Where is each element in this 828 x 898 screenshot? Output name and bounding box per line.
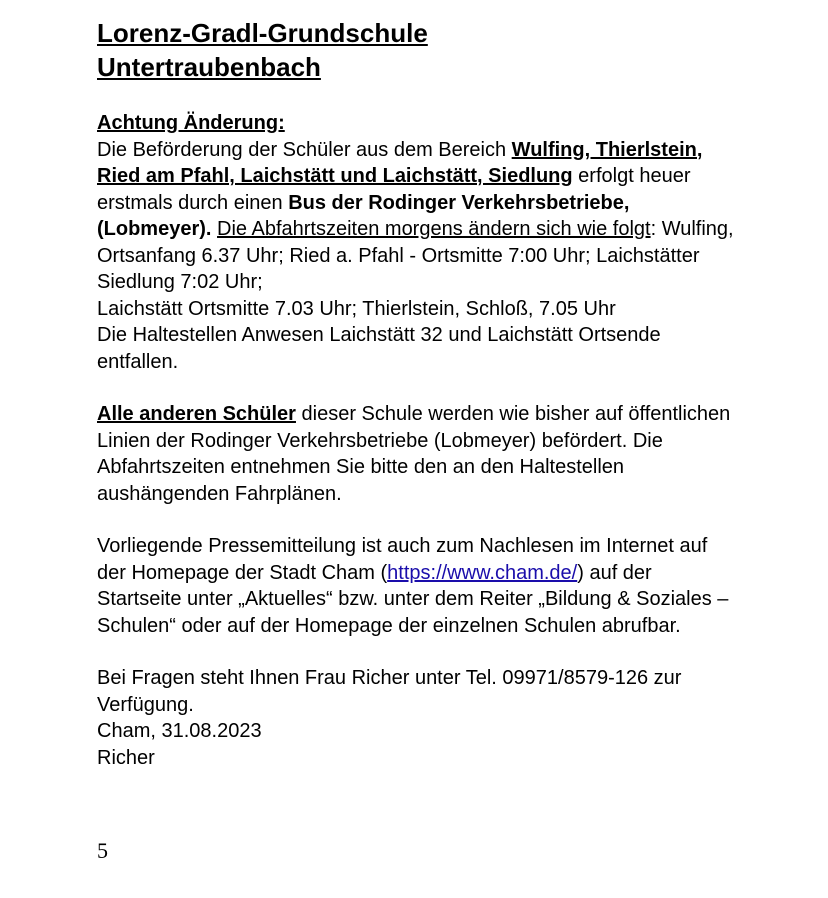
cham-website-link[interactable]: https://www.cham.de/ bbox=[387, 561, 578, 584]
notice-times-line-2: Laichstätt Ortsmitte 7.03 Uhr; Thierlstein, Schloß, 7.05 Uhr bbox=[97, 297, 616, 320]
notice-paragraph bbox=[97, 137, 737, 376]
notice-stops-removed: Die Haltestellen Anwesen Laichstätt 32 und Laichstätt Ortsende entfallen. bbox=[97, 324, 661, 373]
signature: Richer bbox=[97, 746, 155, 769]
press-text-1: Vorliegende Pressemitteilung ist auch zum Nachlesen im Internet auf der Homepage der Stadt Cham ( bbox=[97, 535, 708, 584]
press-paragraph bbox=[97, 533, 737, 639]
notice-heading: Achtung Änderung: bbox=[97, 112, 285, 134]
notice-section bbox=[97, 110, 737, 375]
notice-bus: Bus der Rodinger Verkehrsbetriebe, (Lobmeyer). bbox=[97, 191, 630, 240]
page-title bbox=[97, 16, 737, 84]
title-school-name: Lorenz-Gradl-Grundschule bbox=[97, 18, 428, 48]
others-lead: Alle anderen Schüler bbox=[97, 403, 296, 425]
place-date: Cham, 31.08.2023 bbox=[97, 720, 262, 742]
others-text: dieser Schule werden wie bisher auf öffentlichen Linien der Rodinger Verkehrsbetriebe (Lobmeyer) befördert. Die Abfahrtszeiten entnehmen Sie bitte den an den Haltestellen aushängenden Fahrplänen. bbox=[97, 403, 731, 505]
notice-text-2: erfolgt heuer erstmals durch einen bbox=[97, 165, 691, 214]
press-text-2: ) auf der Startseite unter „Aktuelles“ bzw. unter dem Reiter „Bildung & Soziales – Schulen“ oder auf der Homepage der einzelnen Schulen abrufbar. bbox=[97, 561, 729, 637]
document-body bbox=[97, 16, 737, 771]
notice-places: Wulfing, Thierlstein, Ried am Pfahl, Laichstätt und Laichstätt, Siedlung bbox=[97, 138, 703, 187]
contact-section bbox=[97, 665, 737, 771]
contact-text: Bei Fragen steht Ihnen Frau Richer unter Tel. 09971/8579-126 zur Verfügung. bbox=[97, 667, 682, 716]
title-location: Untertraubenbach bbox=[97, 52, 321, 82]
others-paragraph bbox=[97, 401, 737, 507]
page-number: 5 bbox=[97, 838, 108, 863]
notice-text-1: Die Beförderung der Schüler aus dem Bereich bbox=[97, 138, 512, 161]
notice-times-text: : Wulfing, Ortsanfang 6.37 Uhr; Ried a. Pfahl - Ortsmitte 7:00 Uhr; Laichstätter Siedlung 7:02 Uhr; bbox=[97, 218, 734, 293]
notice-times-heading: Die Abfahrtszeiten morgens ändern sich wie folgt bbox=[217, 218, 651, 240]
